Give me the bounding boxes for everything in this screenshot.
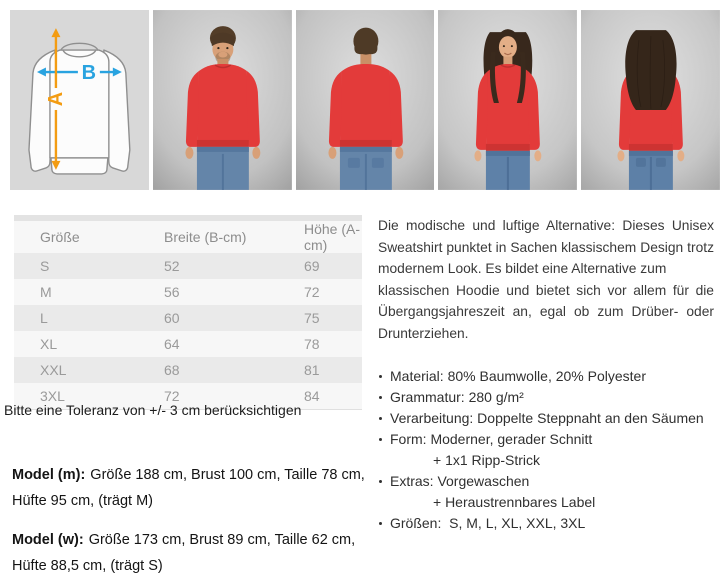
model-photo-man-front [153, 10, 292, 190]
list-item-grammatur [378, 387, 714, 408]
list-item-material [378, 366, 714, 387]
table-row [14, 305, 362, 331]
column-header-breite: Breite (B-cm) [150, 218, 290, 253]
height-cell: 69 [290, 253, 362, 279]
model-w-label: Model (w): [12, 531, 84, 548]
model-m-details: Größe 188 cm, Brust 100 cm, Taille 78 cm, Hüfte 95 cm, (trägt M) [12, 466, 365, 509]
width-cell: 56 [150, 279, 290, 305]
table-row [14, 357, 362, 383]
attribute-text: Verarbeitung: Doppelte Steppnaht an den Säumen [390, 410, 704, 426]
height-cell: 81 [290, 357, 362, 383]
size-diagram-image [10, 10, 149, 190]
size-cell: XL [14, 331, 150, 357]
width-cell: 52 [150, 253, 290, 279]
attribute-text: Extras: Vorgewaschen [390, 473, 530, 489]
bullet-dot-icon [379, 396, 382, 399]
sweatshirt-measurement-icon [10, 10, 149, 190]
bullet-dot-icon [379, 438, 382, 441]
attribute-text: Grammatur: 280 g/m² [390, 389, 524, 405]
list-item-form [378, 429, 714, 471]
width-cell: 60 [150, 305, 290, 331]
size-table [14, 215, 362, 410]
model-w-details: Größe 173 cm, Brust 89 cm, Taille 62 cm, Hüfte 88,5 cm, (trägt S) [12, 531, 356, 574]
size-cell: S [14, 253, 150, 279]
size-cell: XXL [14, 357, 150, 383]
product-description [378, 215, 714, 534]
description-paragraph-1: Die modische und luftige Alternative: Dieses Unisex Sweatshirt punktet in Sachen klassischem Design trotz modernem Look. Es bildet eine Alternative zum [378, 218, 714, 276]
product-attributes-list [378, 366, 714, 534]
width-cell: 72 [150, 383, 290, 410]
attribute-subtext: + Heraustrennbares Label [433, 494, 596, 510]
model-photo-woman-back [581, 10, 720, 190]
list-item-verarbeitung [378, 408, 714, 429]
column-header-hoehe: Höhe (A-cm) [290, 218, 362, 253]
attribute-text: Größen: S, M, L, XL, XXL, 3XL [390, 515, 586, 531]
list-item-groessen [378, 513, 714, 534]
diagram-label-b: B [81, 62, 97, 85]
width-cell: 68 [150, 357, 290, 383]
size-cell: M [14, 279, 150, 305]
height-cell: 75 [290, 305, 362, 331]
height-cell: 72 [290, 279, 362, 305]
model-photo-woman-front [438, 10, 577, 190]
height-cell: 84 [290, 383, 362, 410]
list-item-extras [378, 471, 714, 513]
model-photo-man-back [296, 10, 435, 190]
model-m-info [12, 462, 378, 514]
attribute-text: Form: Moderner, gerader Schnitt [390, 431, 593, 447]
tolerance-note: Bitte eine Toleranz von +/- 3 cm berücksichtigen [4, 402, 302, 418]
column-header-groesse: Größe [14, 218, 150, 253]
table-row [14, 331, 362, 357]
bullet-dot-icon [379, 480, 382, 483]
attribute-subtext: + 1x1 Ripp-Strick [433, 452, 540, 468]
bullet-dot-icon [379, 417, 382, 420]
model-m-label: Model (m): [12, 466, 86, 483]
table-header-row [14, 218, 362, 253]
width-cell: 64 [150, 331, 290, 357]
table-row [14, 253, 362, 279]
height-cell: 78 [290, 331, 362, 357]
size-cell: 3XL [14, 383, 150, 410]
description-paragraph-2: klassischen Hoodie und bietet sich vor allem für die Übergangsjahreszeit an, egal ob zum Drüber- oder Drunterziehen. [378, 282, 714, 341]
table-row [14, 279, 362, 305]
bullet-dot-icon [379, 375, 382, 378]
size-cell: L [14, 305, 150, 331]
product-image-strip [10, 10, 720, 190]
bullet-dot-icon [379, 522, 382, 525]
diagram-label-a: A [44, 91, 67, 107]
attribute-text: Material: 80% Baumwolle, 20% Polyester [390, 368, 647, 384]
